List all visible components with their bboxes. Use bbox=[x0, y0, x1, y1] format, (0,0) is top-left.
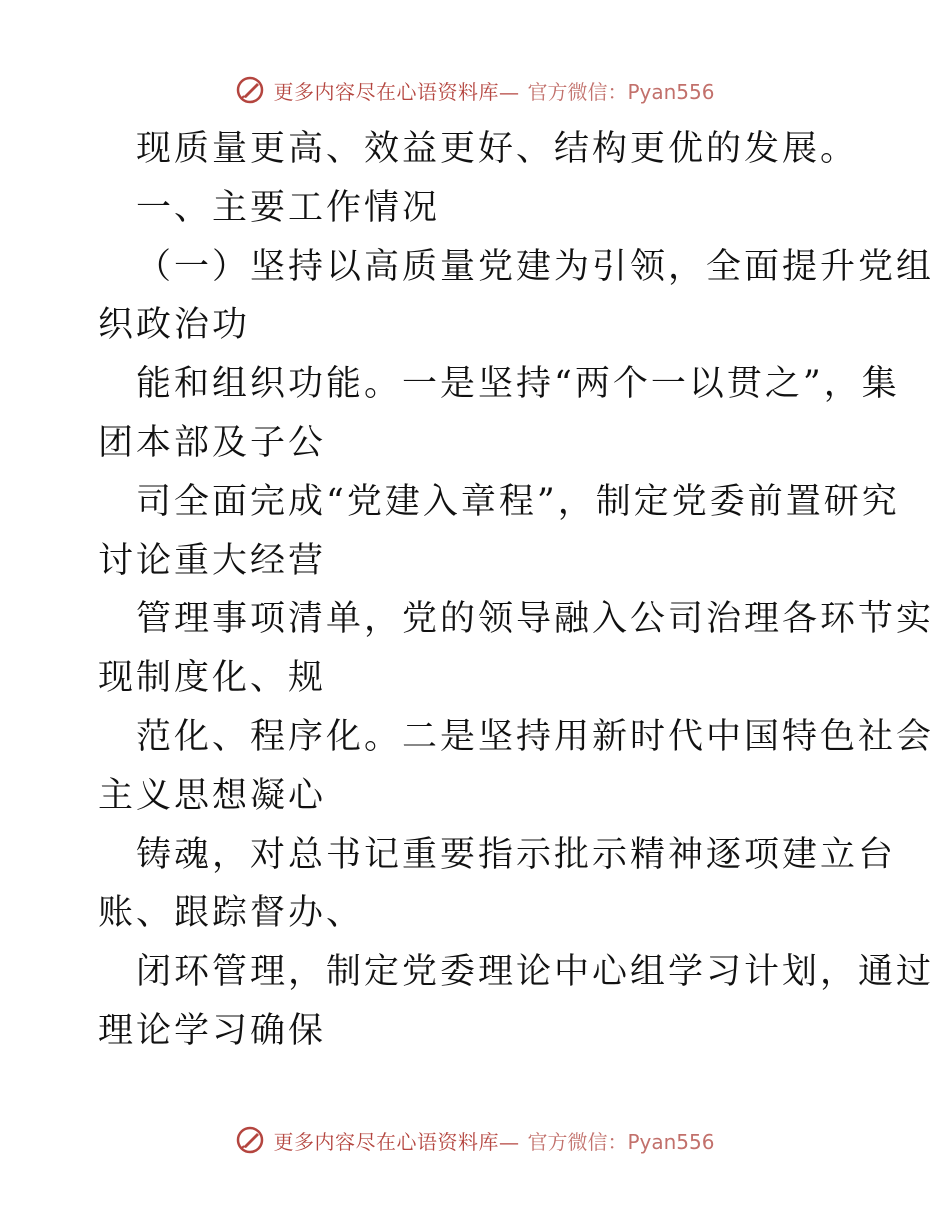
quill-pen-logo-icon bbox=[235, 1125, 265, 1155]
banner-main-text: 更多内容尽在心语资料库— bbox=[273, 1129, 520, 1154]
text-line: 理论学习确保 bbox=[98, 1010, 327, 1051]
text-line: 闭环管理，制定党委理论中心组学习计划，通过 bbox=[136, 952, 935, 993]
header-banner bbox=[0, 70, 950, 110]
banner-main-text: 更多内容尽在心语资料库— bbox=[273, 79, 520, 104]
text-line: 司全面完成“党建入章程”，制定党委前置研究 bbox=[136, 481, 900, 522]
text-line: 织政治功 bbox=[98, 305, 251, 346]
banner-wechat-text: 官方微信：Pyan556 bbox=[527, 79, 715, 104]
text-line: 主义思想凝心 bbox=[98, 775, 327, 816]
banner-wechat-text: 官方微信：Pyan556 bbox=[527, 1129, 715, 1154]
text-line: 能和组织功能。一是坚持“两个一以贯之”，集 bbox=[136, 364, 900, 405]
body-text bbox=[98, 120, 935, 1061]
text-line: 范化、程序化。二是坚持用新时代中国特色社会 bbox=[136, 716, 935, 757]
footer-banner bbox=[0, 1120, 950, 1160]
text-line: 现质量更高、效益更好、结构更优的发展。 bbox=[136, 129, 859, 169]
text-line: 团本部及子公 bbox=[98, 422, 327, 463]
text-line: 现制度化、规 bbox=[98, 658, 327, 699]
text-line: 铸魂，对总书记重要指示批示精神逐项建立台 bbox=[136, 834, 897, 875]
text-line: 账、跟踪督办、 bbox=[98, 893, 365, 934]
text-line: 管理事项清单，党的领导融入公司治理各环节实 bbox=[136, 599, 935, 640]
text-line: （一）坚持以高质量党建为引领，全面提升党组 bbox=[136, 246, 935, 287]
text-line: 讨论重大经营 bbox=[98, 540, 327, 581]
quill-pen-logo-icon bbox=[235, 75, 265, 105]
section-heading: 一、主要工作情况 bbox=[136, 187, 441, 228]
